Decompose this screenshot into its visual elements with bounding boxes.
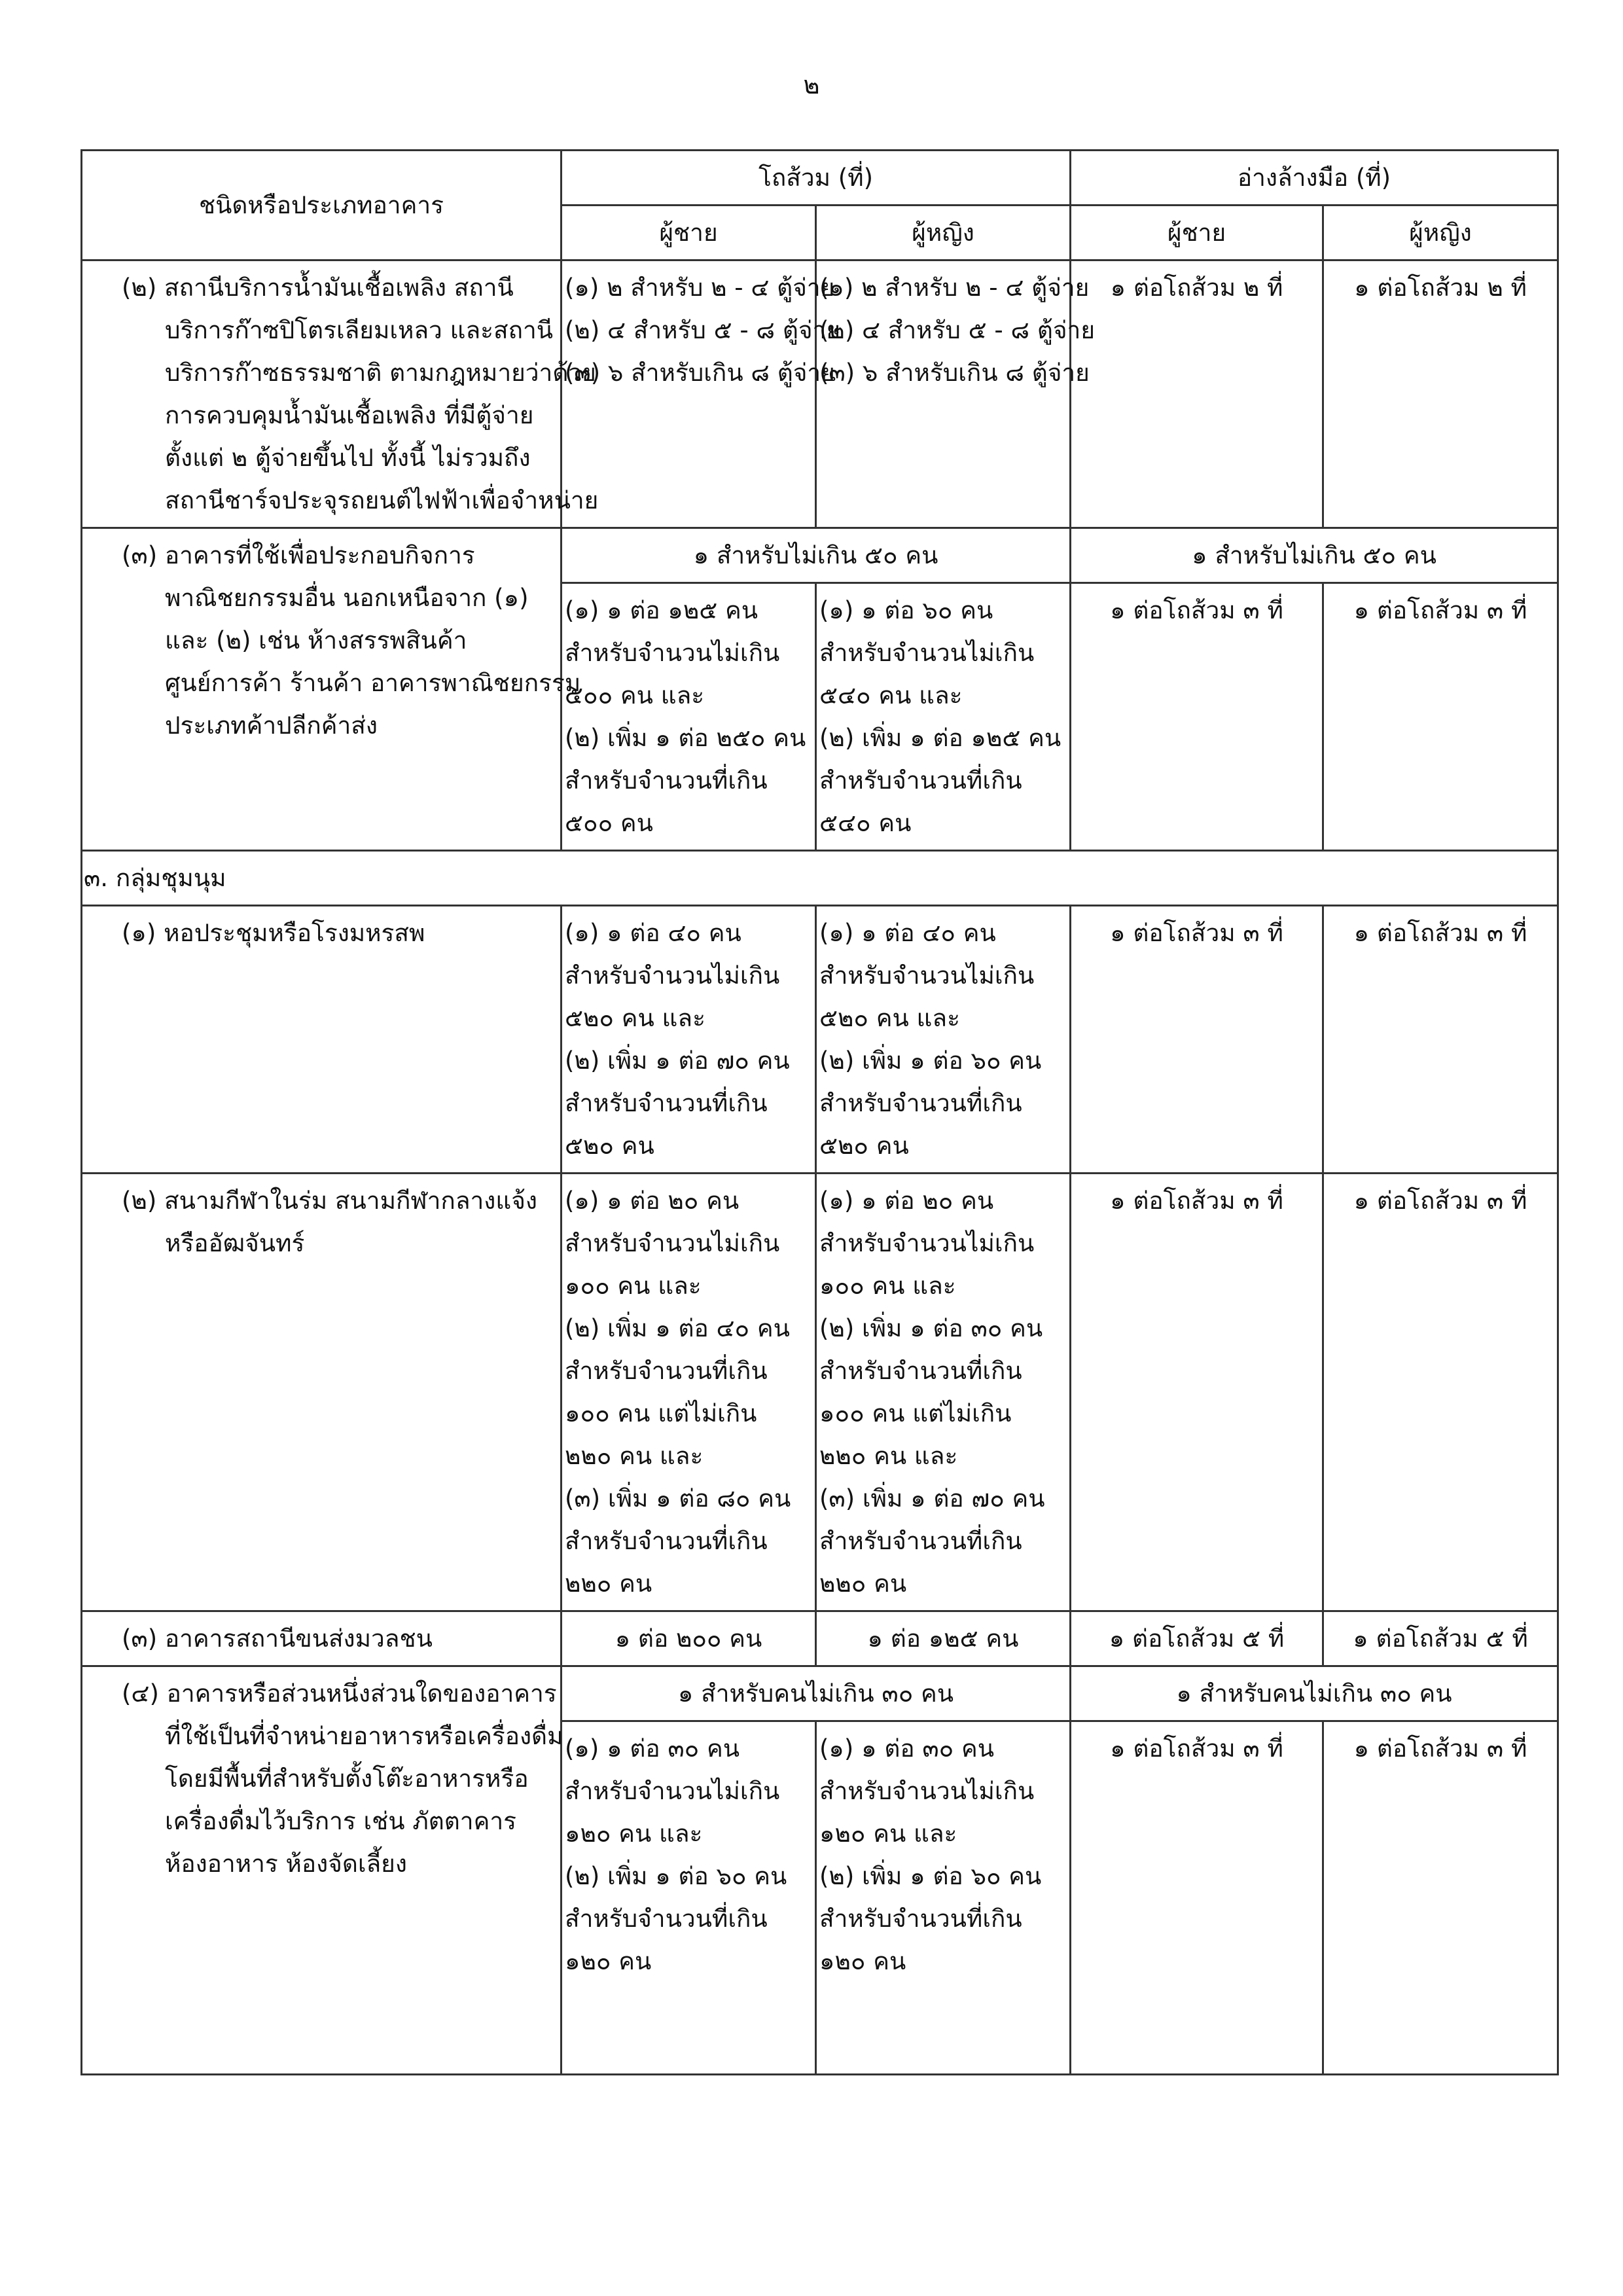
requirement-line: สำหรับจำนวนที่เกิน xyxy=(565,1089,768,1117)
header-basin-male: ผู้ชาย xyxy=(1071,206,1323,260)
requirement-line: ๒๒๐ คน xyxy=(819,1570,907,1598)
requirement-line: ๕๒๐ คน xyxy=(819,1132,909,1160)
basin-male-cell: ๑ ต่อโถส้วม ๓ ที่ xyxy=(1071,583,1323,851)
building-type-line: ที่ใช้เป็นที่จำหน่ายอาหารหรือเครื่องดื่ม xyxy=(165,1722,563,1750)
toilet-male-cell xyxy=(562,1721,816,2075)
requirement-line: ๑๒๐ คน xyxy=(819,1947,906,1975)
table-row xyxy=(82,528,1558,583)
building-type-line: บริการก๊าซปิโตรเลียมเหลว และสถานี xyxy=(165,316,554,344)
basin-female-cell: ๑ ต่อโถส้วม ๕ ที่ xyxy=(1323,1611,1558,1666)
requirement-line: ๒๒๐ คน xyxy=(565,1570,652,1598)
requirement-line: (๒) ๔ สำหรับ ๕ - ๘ ตู้จ่าย xyxy=(565,316,841,344)
building-type-line: ประเภทค้าปลีกค้าส่ง xyxy=(165,711,378,740)
building-type-line: พาณิชยกรรมอื่น นอกเหนือจาก (๑) xyxy=(165,584,529,612)
basin-span-cell: ๑ สำหรับคนไม่เกิน ๓๐ คน xyxy=(1071,1666,1558,1721)
requirement-line: สำหรับจำนวนที่เกิน xyxy=(565,1905,768,1933)
requirement-line: (๑) ๑ ต่อ ๓๐ คน xyxy=(565,1734,740,1763)
requirement-line: (๑) ๑ ต่อ ๒๐ คน xyxy=(565,1187,740,1215)
requirement-line: (๑) ๑ ต่อ ๑๒๕ คน xyxy=(565,596,758,624)
requirement-line: สำหรับจำนวนไม่เกิน xyxy=(819,639,1035,667)
toilet-male-cell xyxy=(562,260,841,528)
requirement-line: สำหรับจำนวนที่เกิน xyxy=(819,1089,1022,1117)
requirement-line: สำหรับจำนวนไม่เกิน xyxy=(565,961,780,990)
requirement-line: (๓) ๖ สำหรับเกิน ๘ ตู้จ่าย xyxy=(565,359,835,387)
basin-female-cell: ๑ ต่อโถส้วม ๓ ที่ xyxy=(1323,1174,1558,1611)
requirement-line: (๒) เพิ่ม ๑ ต่อ ๗๐ คน xyxy=(565,1047,790,1075)
requirement-line: สำหรับจำนวนไม่เกิน xyxy=(565,1229,780,1257)
toilet-female-cell: ๑ ต่อ ๑๒๕ คน xyxy=(816,1611,1071,1666)
basin-male-cell: ๑ ต่อโถส้วม ๓ ที่ xyxy=(1071,1174,1323,1611)
requirement-line: (๒) เพิ่ม ๑ ต่อ ๒๕๐ คน xyxy=(565,724,806,752)
requirement-line: ๕๒๐ คน xyxy=(565,1132,654,1160)
requirement-line: (๒) ๔ สำหรับ ๕ - ๘ ตู้จ่าย xyxy=(819,316,1096,344)
requirement-line: (๑) ๒ สำหรับ ๒ - ๔ ตู้จ่าย xyxy=(819,274,1090,302)
building-type-line: (๔) อาคารหรือส่วนหนึ่งส่วนใดของอาคาร xyxy=(122,1679,557,1708)
requirement-line: ๕๐๐ คน และ xyxy=(565,681,705,709)
requirement-line: (๒) เพิ่ม ๑ ต่อ ๖๐ คน xyxy=(819,1862,1042,1890)
requirement-line: สำหรับจำนวนที่เกิน xyxy=(565,766,768,795)
header-handbasins: อ่างล้างมือ (ที่) xyxy=(1071,151,1558,206)
building-type-line: (๓) อาคารสถานีขนส่งมวลชน xyxy=(122,1624,433,1653)
building-type-line: สถานีชาร์จประจุรถยนต์ไฟฟ้าเพื่อจำหน่าย xyxy=(165,486,599,514)
toilet-female-cell xyxy=(816,583,1071,851)
requirement-line: ๕๔๐ คน xyxy=(819,809,912,837)
requirement-line: (๓) ๖ สำหรับเกิน ๘ ตู้จ่าย xyxy=(819,359,1090,387)
requirement-line: สำหรับจำนวนไม่เกิน xyxy=(819,1777,1035,1805)
requirement-line: สำหรับจำนวนไม่เกิน xyxy=(565,639,780,667)
toilet-male-cell xyxy=(562,583,816,851)
requirement-line: ๑๐๐ คน แต่ไม่เกิน xyxy=(565,1399,757,1427)
table-row xyxy=(82,1666,1558,1721)
page-number: ๒ xyxy=(803,71,820,99)
toilet-female-cell xyxy=(816,260,1096,528)
requirement-line: สำหรับจำนวนที่เกิน xyxy=(819,766,1022,795)
building-type-line: ตั้งแต่ ๒ ตู้จ่ายขึ้นไป ทั้งนี้ ไม่รวมถึง xyxy=(165,444,531,472)
building-type-cell xyxy=(82,906,562,1174)
requirement-line: (๑) ๑ ต่อ ๒๐ คน xyxy=(819,1187,994,1215)
building-type-line: เครื่องดื่มไว้บริการ เช่น ภัตตาคาร xyxy=(165,1807,516,1835)
requirement-line: สำหรับจำนวนที่เกิน xyxy=(819,1905,1022,1933)
building-type-cell xyxy=(82,1611,562,1666)
toilet-female-cell xyxy=(816,906,1071,1174)
requirement-line: (๑) ๑ ต่อ ๖๐ คน xyxy=(819,596,993,624)
requirement-line: ๒๒๐ คน และ xyxy=(565,1442,704,1470)
requirement-line: ๕๔๐ คน และ xyxy=(819,681,963,709)
basin-male-cell: ๑ ต่อโถส้วม ๓ ที่ xyxy=(1071,906,1323,1174)
requirement-line: (๒) เพิ่ม ๑ ต่อ ๖๐ คน xyxy=(565,1862,787,1890)
requirement-line: ๑๐๐ คน แต่ไม่เกิน xyxy=(819,1399,1012,1427)
basin-female-cell: ๑ ต่อโถส้วม ๓ ที่ xyxy=(1323,583,1558,851)
requirement-line: สำหรับจำนวนไม่เกิน xyxy=(565,1777,780,1805)
basin-female-cell: ๑ ต่อโถส้วม ๒ ที่ xyxy=(1323,260,1558,528)
basin-span-cell: ๑ สำหรับไม่เกิน ๕๐ คน xyxy=(1071,528,1558,583)
requirement-line: สำหรับจำนวนที่เกิน xyxy=(565,1357,768,1385)
requirement-line: ๑๐๐ คน และ xyxy=(819,1272,956,1300)
requirement-line: สำหรับจำนวนที่เกิน xyxy=(819,1357,1022,1385)
requirement-line: (๑) ๑ ต่อ ๔๐ คน xyxy=(565,919,741,947)
group-row xyxy=(82,851,1558,906)
building-type-line: การควบคุมน้ำมันเชื้อเพลิง ที่มีตู้จ่าย xyxy=(165,401,534,429)
table-row xyxy=(82,1174,1558,1611)
building-type-line: ห้องอาหาร ห้องจัดเลี้ยง xyxy=(165,1850,407,1878)
requirement-line: ๒๒๐ คน และ xyxy=(819,1442,958,1470)
header-building-type: ชนิดหรือประเภทอาคาร xyxy=(82,151,562,260)
table-row xyxy=(82,906,1558,1174)
requirement-line: (๒) เพิ่ม ๑ ต่อ ๑๒๕ คน xyxy=(819,724,1061,752)
requirement-line: ๑๐๐ คน และ xyxy=(565,1272,702,1300)
building-type-line: บริการก๊าซธรรมชาติ ตามกฎหมายว่าด้วย xyxy=(165,359,596,387)
requirement-line: สำหรับจำนวนที่เกิน xyxy=(565,1527,768,1555)
toilet-span-cell: ๑ สำหรับคนไม่เกิน ๓๐ คน xyxy=(562,1666,1071,1721)
building-type-line: ศูนย์การค้า ร้านค้า อาคารพาณิชยกรรม xyxy=(165,669,581,697)
requirement-line: (๑) ๒ สำหรับ ๒ - ๔ ตู้จ่าย xyxy=(565,274,835,302)
requirement-line: ๕๐๐ คน xyxy=(565,809,653,837)
building-type-cell xyxy=(82,1666,562,2075)
basin-female-cell: ๑ ต่อโถส้วม ๓ ที่ xyxy=(1323,906,1558,1174)
requirement-line: (๒) เพิ่ม ๑ ต่อ ๔๐ คน xyxy=(565,1314,790,1342)
basin-male-cell: ๑ ต่อโถส้วม ๕ ที่ xyxy=(1071,1611,1323,1666)
requirement-line: (๒) เพิ่ม ๑ ต่อ ๓๐ คน xyxy=(819,1314,1043,1342)
toilet-female-cell xyxy=(816,1174,1071,1611)
sanitary-requirements-table xyxy=(80,149,1559,2075)
building-type-cell xyxy=(82,260,599,528)
requirement-line: สำหรับจำนวนไม่เกิน xyxy=(819,1229,1035,1257)
building-type-cell xyxy=(82,1174,562,1611)
header-basin-female: ผู้หญิง xyxy=(1323,206,1558,260)
building-type-line: (๓) อาคารที่ใช้เพื่อประกอบกิจการ xyxy=(122,541,475,569)
header-toilets: โถส้วม (ที่) xyxy=(562,151,1071,206)
requirement-line: สำหรับจำนวนที่เกิน xyxy=(819,1527,1022,1555)
toilet-span-cell: ๑ สำหรับไม่เกิน ๕๐ คน xyxy=(562,528,1071,583)
building-type-line: และ (๒) เช่น ห้างสรรพสินค้า xyxy=(165,626,467,655)
requirement-line: ๕๒๐ คน และ xyxy=(819,1004,960,1032)
toilet-male-cell xyxy=(562,1174,816,1611)
building-type-line: (๑) หอประชุมหรือโรงมหรสพ xyxy=(122,919,425,947)
building-type-line: หรืออัฒจันทร์ xyxy=(165,1229,305,1257)
building-type-cell xyxy=(82,528,581,851)
header-toilet-male: ผู้ชาย xyxy=(562,206,816,260)
table-row xyxy=(82,260,1558,528)
requirement-line: (๓) เพิ่ม ๑ ต่อ ๘๐ คน xyxy=(565,1484,791,1513)
toilet-male-cell xyxy=(562,906,816,1174)
header-row-1 xyxy=(82,151,1558,206)
basin-female-cell: ๑ ต่อโถส้วม ๓ ที่ xyxy=(1323,1721,1558,2075)
requirement-line: ๑๒๐ คน xyxy=(565,1947,652,1975)
requirement-line: (๒) เพิ่ม ๑ ต่อ ๖๐ คน xyxy=(819,1047,1042,1075)
requirement-line: ๕๒๐ คน และ xyxy=(565,1004,705,1032)
requirement-line: (๑) ๑ ต่อ ๓๐ คน xyxy=(819,1734,995,1763)
group-title: ๓. กลุ่มชุมนุม xyxy=(82,851,1558,906)
basin-male-cell: ๑ ต่อโถส้วม ๒ ที่ xyxy=(1071,260,1323,528)
header-toilet-female: ผู้หญิง xyxy=(816,206,1071,260)
requirement-line: ๑๒๐ คน และ xyxy=(819,1820,957,1848)
requirement-line: ๑๒๐ คน และ xyxy=(565,1820,703,1848)
building-type-line: โดยมีพื้นที่สำหรับตั้งโต๊ะอาหารหรือ xyxy=(165,1765,529,1793)
building-type-line: (๒) สนามกีฬาในร่ม สนามกีฬากลางแจ้ง xyxy=(122,1187,537,1215)
table-row xyxy=(82,1611,1558,1666)
toilet-male-cell: ๑ ต่อ ๒๐๐ คน xyxy=(562,1611,816,1666)
requirement-line: สำหรับจำนวนไม่เกิน xyxy=(819,961,1035,990)
toilet-female-cell xyxy=(816,1721,1071,2075)
building-type-line: (๒) สถานีบริการน้ำมันเชื้อเพลิง สถานี xyxy=(122,274,514,302)
requirement-line: (๑) ๑ ต่อ ๔๐ คน xyxy=(819,919,996,947)
requirement-line: (๓) เพิ่ม ๑ ต่อ ๗๐ คน xyxy=(819,1484,1045,1513)
basin-male-cell: ๑ ต่อโถส้วม ๓ ที่ xyxy=(1071,1721,1323,2075)
